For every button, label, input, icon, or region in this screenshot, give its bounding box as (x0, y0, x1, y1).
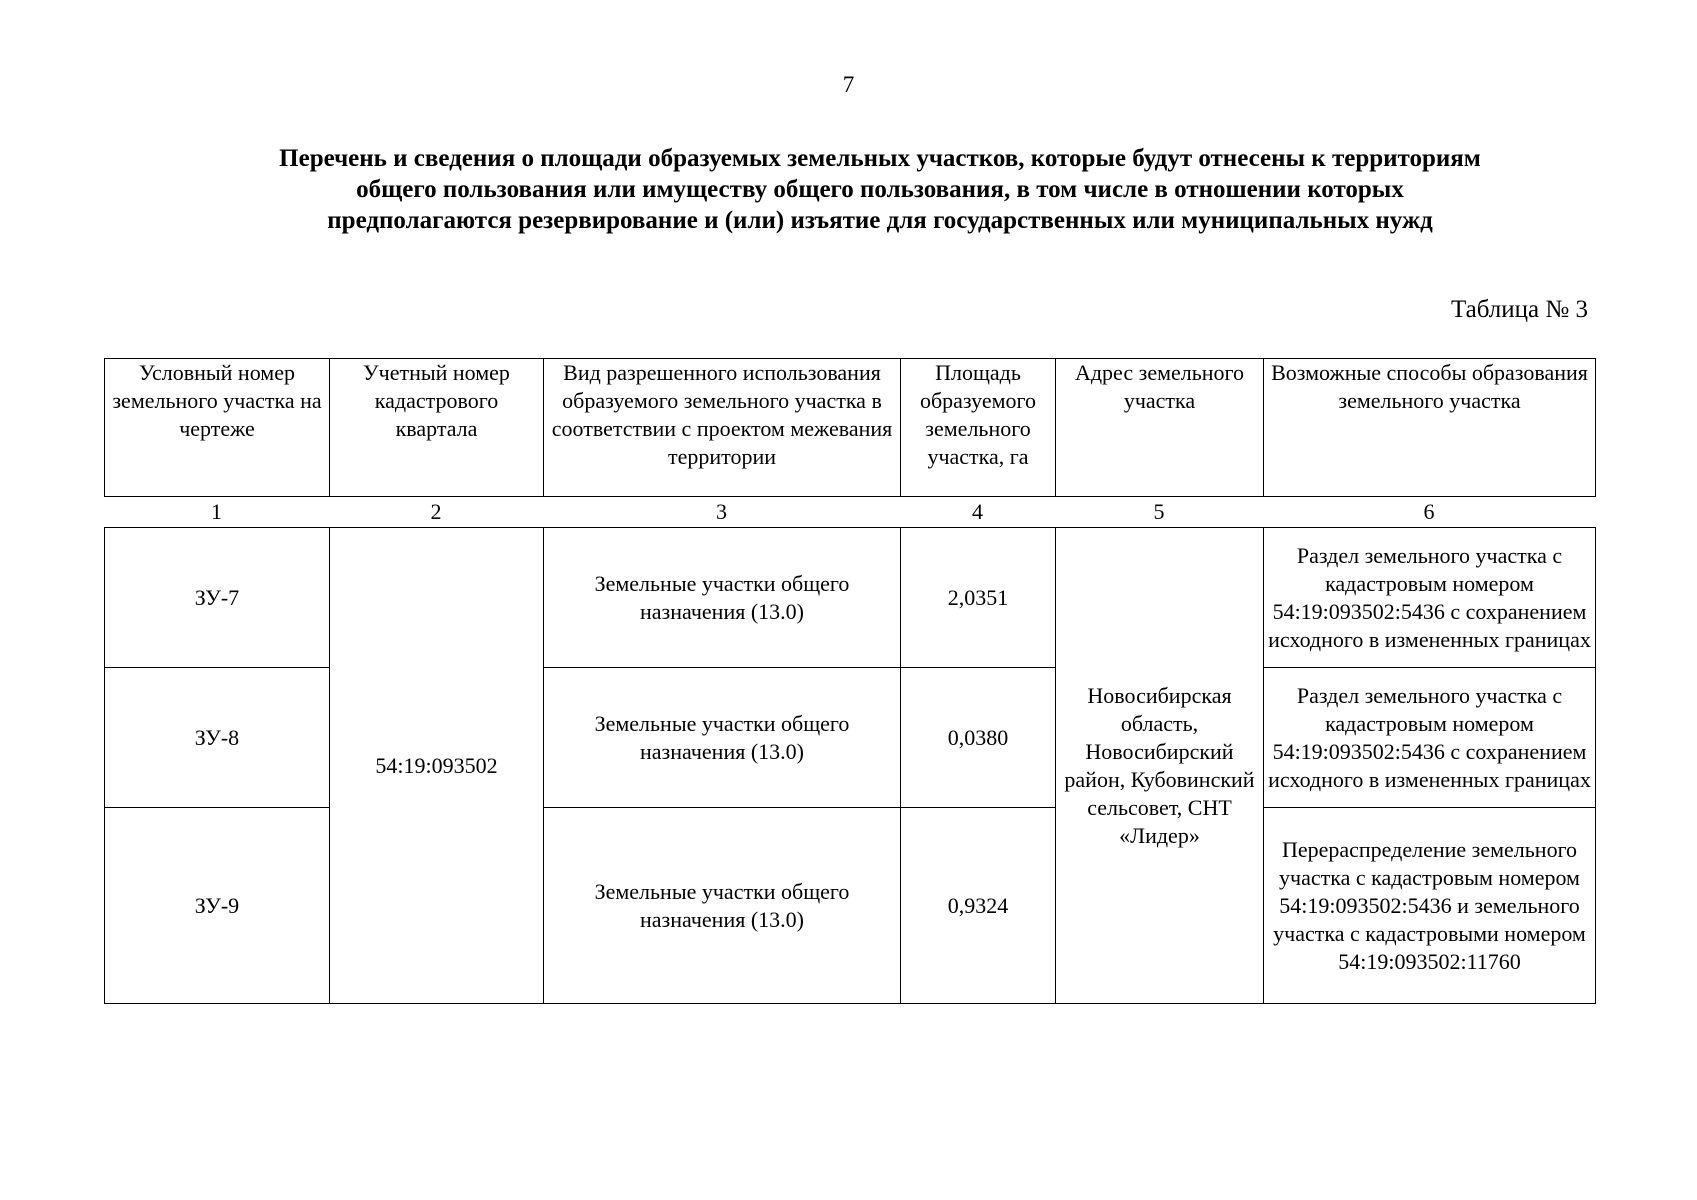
header-cell-address: Адрес земельного участка (1056, 359, 1264, 497)
header-cell-area: Площадь образуемого земельного участка, га (901, 359, 1056, 497)
document-title-line: предполагаются резервирование и (или) изъятие для государственных или муниципальных нужд (327, 207, 1433, 234)
cadastral-quarter-cell: 54:19:093502 (330, 528, 544, 1004)
column-number: 6 (1423, 499, 1435, 524)
data-table (104, 527, 1596, 1004)
formation-method-cell: Раздел земельного участка с кадастровым номером 54:19:093502:5436 с сохранением исходного в измененных границах (1264, 528, 1596, 668)
document-title-line: общего пользования или имуществу общего пользования, в том числе в отношении которых (356, 176, 1404, 203)
plot-number-cell: ЗУ-9 (105, 808, 330, 1004)
area-cell: 2,0351 (901, 528, 1056, 668)
address-cell: Новосибирская область, Новосибирский район, Кубовинский сельсовет, СНТ «Лидер» (1056, 528, 1264, 1004)
column-number: 4 (972, 499, 983, 524)
header-cell-cadastral-quarter: Учетный номер кадастрового квартала (330, 359, 544, 497)
document-title-line: Перечень и сведения о площади образуемых земельных участков, которые будут отнесены к территориям (279, 145, 1481, 172)
formation-method-cell: Перераспределение земельного участка с кадастровым номером 54:19:093502:5436 и земельного участка с кадастровыми номером 54:19:093502:11760 (1264, 808, 1596, 1004)
table-header (104, 358, 1596, 497)
area-cell: 0,9324 (901, 808, 1056, 1004)
plot-number-cell: ЗУ-8 (105, 668, 330, 808)
table-row (105, 808, 1596, 1004)
header-cell-formation-method: Возможные способы образования земельного участка (1264, 359, 1596, 497)
document-title (180, 143, 1580, 236)
permitted-use-cell: Земельные участки общего назначения (13.0) (544, 808, 901, 1004)
permitted-use-cell: Земельные участки общего назначения (13.0) (544, 528, 901, 668)
table-row (105, 668, 1596, 808)
table-caption: Таблица № 3 (1450, 296, 1588, 323)
column-number: 1 (211, 499, 222, 524)
formation-method-cell: Раздел земельного участка с кадастровым номером 54:19:093502:5436 с сохранением исходного в измененных границах (1264, 668, 1596, 808)
column-number: 2 (430, 499, 442, 524)
permitted-use-cell: Земельные участки общего назначения (13.0) (544, 668, 901, 808)
plot-number-cell: ЗУ-7 (105, 528, 330, 668)
header-cell-permitted-use: Вид разрешенного использования образуемого земельного участка в соответствии с проектом межевания территории (544, 359, 901, 497)
area-cell: 0,0380 (901, 668, 1056, 808)
header-cell-number: Условный номер земельного участка на чертеже (105, 359, 330, 497)
column-numbers-row (104, 498, 1595, 526)
page-number: 7 (842, 72, 855, 97)
table-row (105, 528, 1596, 668)
column-number: 5 (1153, 499, 1165, 524)
header-row (105, 359, 1596, 497)
column-number: 3 (716, 499, 727, 524)
